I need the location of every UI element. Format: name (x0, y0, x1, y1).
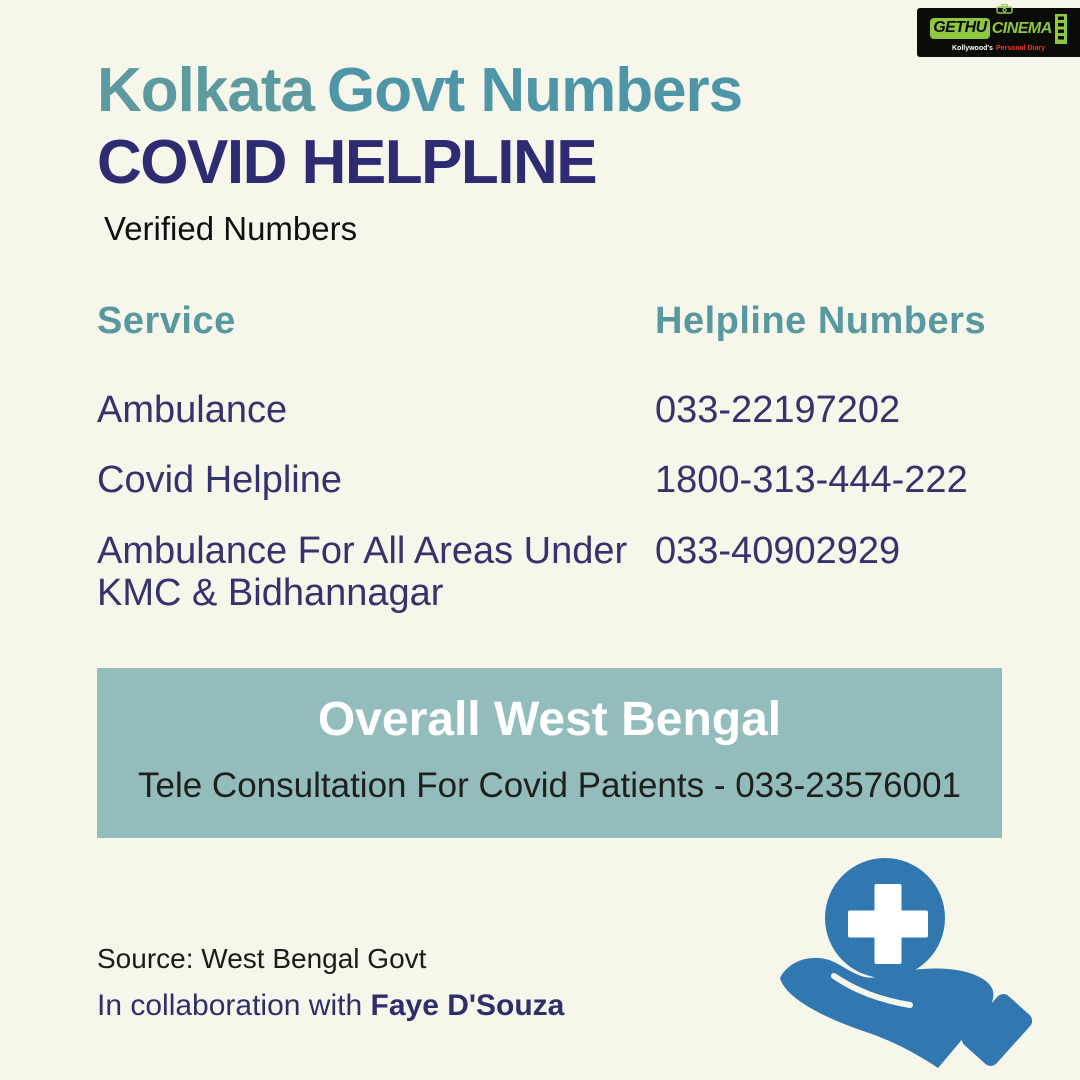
table-header-row (97, 300, 987, 343)
page-title (97, 56, 743, 125)
logo-wordmark (930, 14, 1067, 44)
table-row (97, 389, 987, 432)
hand-holding-medical-cross-icon (770, 852, 1050, 1080)
banner-tele-consultation: Tele Consultation For Covid Patients - 033-23576001 (138, 766, 961, 805)
west-bengal-banner (97, 668, 1002, 838)
table-row (97, 530, 987, 615)
logo-tagline (952, 45, 1045, 52)
verified-numbers-label: Verified Numbers (104, 210, 358, 247)
covid-helpline-title: COVID HELPLINE (97, 128, 597, 197)
page-title-city: Kolkata (97, 56, 314, 125)
collaboration-prefix: In collaboration with (97, 989, 371, 1022)
number-cell: 033-22197202 (655, 388, 901, 431)
service-cell: Covid Helpline (97, 459, 343, 502)
logo-tagline-prefix: Kollywood's (952, 44, 993, 52)
number-cell: 1800-313-444-222 (655, 459, 968, 502)
gethucinema-logo (917, 8, 1080, 57)
service-cell: Ambulance (97, 388, 288, 431)
service-column-header: Service (97, 300, 236, 342)
table-row (97, 459, 987, 502)
camera-icon (996, 4, 1014, 14)
source-label: Source: West Bengal Govt (97, 943, 427, 974)
collaboration-label (97, 991, 564, 1021)
collaboration-name: Faye D'Souza (370, 989, 565, 1022)
filmstrip-icon (1055, 14, 1067, 44)
helpline-table (97, 300, 987, 643)
banner-title: Overall West Bengal (317, 693, 782, 746)
page-title-rest: Govt Numbers (326, 56, 743, 125)
logo-text-gethu: GETHU (930, 18, 990, 39)
numbers-column-header: Helpline Numbers (655, 300, 987, 342)
service-cell: Ambulance For All Areas Under KMC & Bidhannagar (97, 529, 628, 615)
logo-text-cinema: CINEMA (991, 19, 1052, 37)
number-cell: 033-40902929 (655, 529, 901, 572)
logo-tagline-suffix: Personal Diary (995, 44, 1045, 52)
